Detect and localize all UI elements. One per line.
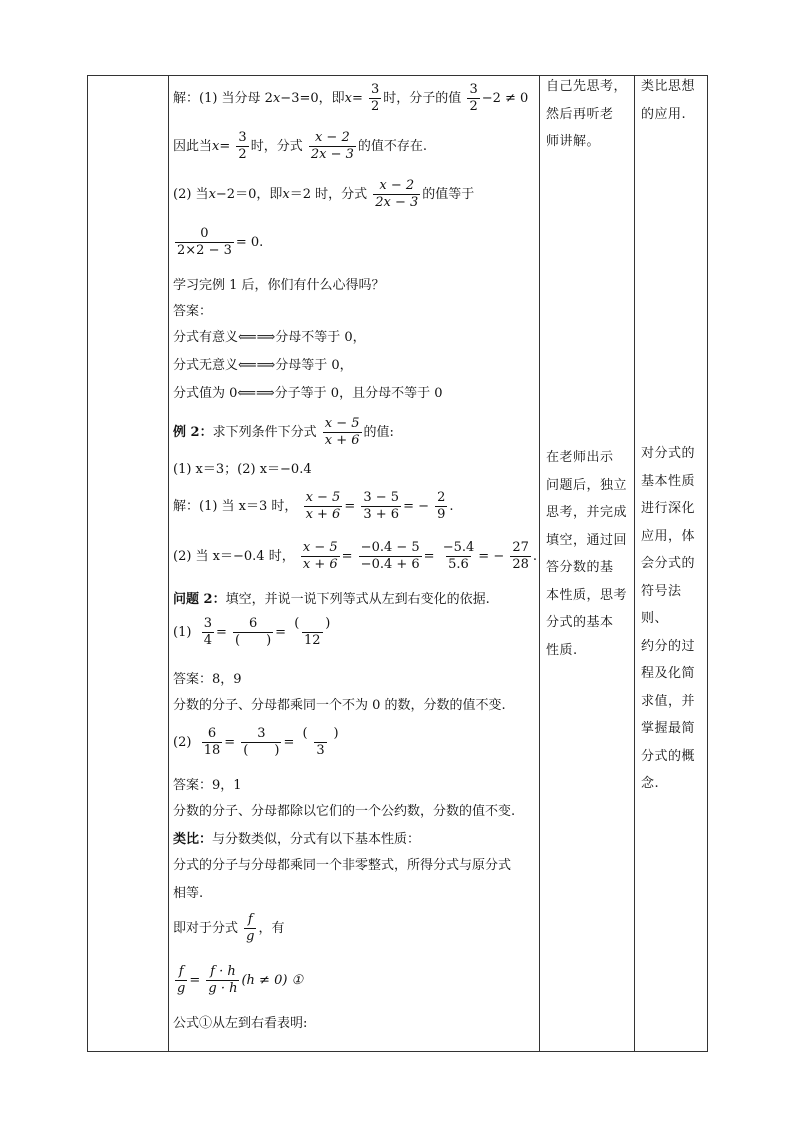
answer-line: 答案：8，9 — [173, 672, 242, 687]
fraction: $\frac{x - 5}{x + 6}$ — [305, 490, 341, 522]
fraction: $\frac{3 - 5}{3 + 6}$ — [363, 490, 400, 522]
fraction: $\frac{x - 5}{x + 6}$ — [302, 540, 338, 572]
question-2-part-2: (2) $\frac{6}{18}$ = $\frac{3}{( )}$ = $\frac{( )}{3}$ — [173, 726, 339, 758]
column-divider — [634, 76, 635, 1051]
fraction: $\frac{3}{2}$ — [371, 82, 380, 114]
question-2-part-1: (1) $\frac{3}{4}$ = $\frac{6}{( )}$ = $\frac{( )}{12}$ — [173, 616, 331, 648]
fraction: $\frac{x - 5}{x + 6}$ — [324, 416, 360, 448]
fraction: $\frac{6}{( )}$ — [235, 616, 272, 648]
fraction: $\frac{3}{2}$ — [469, 82, 478, 114]
fraction: $\frac{f \cdot h}{g \cdot h}$ — [208, 964, 238, 996]
fraction: $\frac{f}{g}$ — [177, 964, 186, 996]
column-divider — [168, 76, 169, 1051]
fraction: $\frac{( )}{3}$ — [302, 726, 339, 758]
fraction: $\frac{0}{2\times 2 - 3}$ — [177, 226, 232, 258]
property-line: 相等. — [173, 886, 204, 901]
student-activity-a: 自己先思考， 然后再听老 师讲解。 — [546, 79, 628, 149]
fraction: $\frac{-5.4}{5.6}$ — [442, 540, 475, 572]
design-intent-a: 类比思想 的应用. — [641, 79, 696, 122]
solution-line-4: $\frac{0}{2\times 2 - 3}$ = 0. — [177, 226, 264, 258]
fraction: $\frac{6}{18}$ — [203, 726, 221, 758]
example-2-heading: 例 2：求下列条件下分式 $\frac{x - 5}{x + 6}$ 的值: — [173, 416, 394, 448]
fraction: $\frac{27}{28}$ — [512, 540, 529, 572]
example-2-solution-2: (2) 当 x＝−0.4 时， $\frac{x - 5}{x + 6}$ = $\frac{-0.4 - 5}{-0.4 + 6}$ = $\frac{-5.4}{5.6}$ = − $\frac{27}{28}$ . — [173, 540, 538, 572]
fraction: $\frac{3}{4}$ — [203, 616, 212, 648]
fraction: $\frac{-0.4 - 5}{-0.4 + 6}$ — [360, 540, 420, 572]
fraction: $\frac{( )}{12}$ — [294, 616, 331, 648]
fraction: $\frac{f}{g}$ — [246, 912, 255, 944]
rule-line: 分式无意义⟸⟹分母等于 0， — [173, 358, 353, 373]
fraction: $\frac{3}{( )}$ — [243, 726, 280, 758]
student-activity-b: 在老师出示 问题后，独立 思考，并完成 填空，通过回 答分数的基 本性质，思考 分式的基本 性质. — [546, 450, 628, 658]
question-2-heading: 问题 2：填空，并说一说下列等式从左到右变化的依据. — [173, 592, 490, 607]
rule-line: 分数的分子、分母都乘同一个不为 0 的数，分数的值不变. — [173, 698, 506, 713]
rule-line: 分式有意义⟸⟹分母不等于 0， — [173, 330, 366, 345]
rule-line: 分式值为 0⟸⟹分子等于 0，且分母不等于 0 — [173, 386, 443, 401]
example-2-conditions: (1) x＝3；(2) x＝−0.4 — [173, 462, 312, 477]
column-divider — [539, 76, 540, 1051]
reflection-question: 学习完例 1 后，你们有什么心得吗？ — [173, 278, 385, 293]
for-fraction-line: 即对于分式 $\frac{f}{g}$ ，有 — [173, 912, 285, 944]
solution-line-2: 因此当x= $\frac{3}{2}$ 时，分式 $\frac{x - 2}{2x - 3}$ 的值不存在. — [173, 130, 428, 162]
design-intent-b: 对分式的 基本性质 进行深化 应用，体 会分式的 符号法则、 约分的过 程及化简 求值，并 掌握最简 分式的概 念. — [641, 446, 696, 791]
answer-label: 答案： — [173, 304, 213, 319]
fraction: $\frac{2}{9}$ — [437, 490, 446, 522]
answer-line: 答案：9，1 — [173, 778, 242, 793]
lesson-table — [87, 75, 708, 1052]
solution-line-3: (2) 当x−2＝0，即x＝2 时，分式 $\frac{x - 2}{2x - 3}$ 的值等于 — [173, 178, 475, 210]
formula-note: 公式①从左到右看表明: — [173, 1016, 308, 1031]
solution-line-1: 解：(1) 当分母 2x−3=0，即x= $\frac{3}{2}$ 时，分子的值 $\frac{3}{2}$ −2 ≠ 0 — [173, 82, 529, 114]
formula-1: $\frac{f}{g}$ = $\frac{f \cdot h}{g \cdot h}$ (h ≠ 0) ① — [177, 964, 304, 996]
fraction: $\frac{3}{2}$ — [238, 130, 247, 162]
fraction: $\frac{x - 2}{2x - 3}$ — [375, 178, 419, 210]
rule-line: 分数的分子、分母都除以它们的一个公约数，分数的值不变. — [173, 804, 516, 819]
analogy-heading: 类比：与分数类似，分式有以下基本性质： — [173, 832, 421, 847]
example-2-solution-1: 解：(1) 当 x＝3 时， $\frac{x - 5}{x + 6}$ = $\frac{3 - 5}{3 + 6}$ = − $\frac{2}{9}$ . — [173, 490, 454, 522]
property-line: 分式的分子与分母都乘同一个非零整式，所得分式与原分式 — [173, 858, 512, 873]
fraction: $\frac{x - 2}{2x - 3}$ — [310, 130, 354, 162]
